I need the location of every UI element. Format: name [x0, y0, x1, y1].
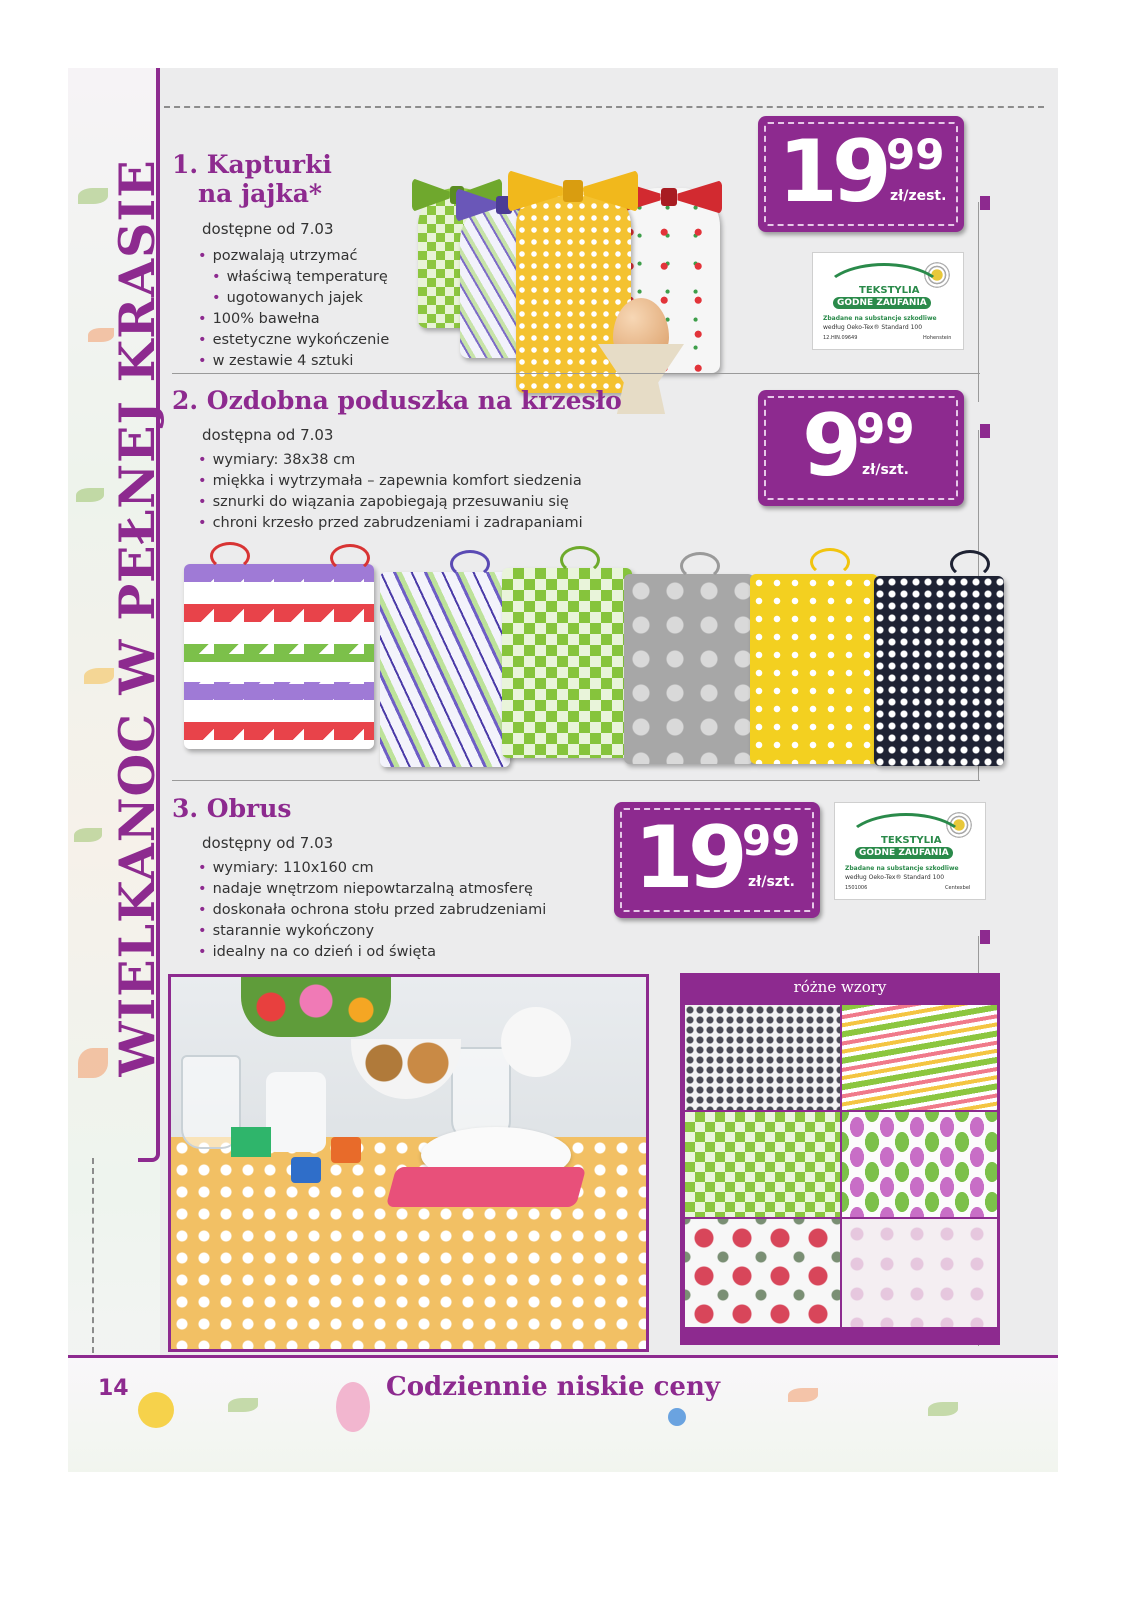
- feature-item: • w zestawie 4 sztuki: [198, 351, 389, 372]
- bread-bowl: [351, 1039, 461, 1099]
- variants-title: różne wzory: [793, 978, 887, 996]
- feature-item: • doskonała ochrona stołu przed zabrudzeniami: [198, 900, 546, 921]
- leaf-decoration: [76, 488, 104, 502]
- cert-line1: TEKSTYLIA: [881, 835, 942, 846]
- dashed-divider: [92, 1158, 94, 1353]
- price-decimal: 99: [742, 816, 801, 865]
- cushion-yellow-dots: [750, 574, 878, 764]
- divider-line: [172, 780, 980, 781]
- cert-institute: Centexbel: [945, 885, 971, 891]
- leaf-decoration: [228, 1398, 258, 1412]
- cert-institute: Hohenstein: [923, 335, 952, 341]
- feature-item: • wymiary: 110x160 cm: [198, 858, 546, 879]
- accent-square: [980, 424, 990, 438]
- price-unit: zł/szt.: [862, 462, 909, 478]
- pink-napkin: [386, 1167, 587, 1207]
- divider-line: [978, 202, 981, 402]
- oeko-tex-certificate: [834, 802, 986, 900]
- product-1-title-line2: na jajka*: [198, 179, 322, 208]
- candle: [291, 1157, 321, 1183]
- variant-swatch-grey-leaves: [685, 1005, 840, 1110]
- place-card: [231, 1127, 271, 1157]
- cushion-grey-roses: [624, 574, 754, 764]
- page-footer: [68, 1355, 1058, 1472]
- product-1-features: [198, 246, 389, 372]
- footer-slogan: Codziennie niskie ceny: [386, 1372, 720, 1402]
- divider-line: [172, 373, 980, 374]
- product-2-features: [198, 450, 583, 534]
- feature-item-cont: właściwą temperaturę: [226, 269, 388, 285]
- dashed-divider: [164, 106, 1044, 108]
- cushion-green-check: [502, 568, 632, 758]
- feature-item: [198, 267, 389, 288]
- product-3-features: [198, 858, 546, 963]
- flower-bouquet: [241, 977, 391, 1037]
- pitcher: [266, 1072, 326, 1152]
- page-number: 14: [98, 1376, 129, 1401]
- product-2-availability: dostępna od 7.03: [202, 426, 334, 444]
- cert-line3: Zbadane na substancje szkodliwe: [845, 865, 959, 872]
- flyer-page: [68, 68, 1058, 1472]
- leaf-decoration: [788, 1388, 818, 1402]
- feature-item: [198, 288, 389, 309]
- bird-icon: [336, 1382, 370, 1432]
- accent-square: [980, 930, 990, 944]
- bow-yellow: [508, 170, 638, 212]
- tie-red: [210, 542, 250, 570]
- feature-item: • estetyczne wykończenie: [198, 330, 389, 351]
- feature-item-cont: ugotowanych jajek: [226, 290, 363, 306]
- tablecloth-table-photo: [168, 974, 649, 1352]
- tie-grey: [680, 552, 720, 580]
- feature-item: • starannie wykończony: [198, 921, 546, 942]
- feature-item: • chroni krzesło przed zabrudzeniami i zadrapaniami: [198, 513, 583, 534]
- feature-item: • miękka i wytrzymała – zapewnia komfort siedzenia: [198, 471, 583, 492]
- cushion-navy-pattern: [874, 576, 1004, 766]
- chair-cushions-photo: [180, 528, 1010, 778]
- accent-square: [980, 196, 990, 210]
- price-main: 19: [778, 122, 886, 222]
- product-1-availability: dostępne od 7.03: [202, 220, 334, 238]
- product-3-title: 3. Obrus: [172, 794, 292, 823]
- price-unit: zł/zest.: [890, 188, 947, 204]
- price-decimal: 99: [886, 130, 945, 179]
- price-tag-product-1: [758, 116, 964, 232]
- teapot: [501, 1007, 571, 1077]
- feature-item: • nadaje wnętrzom niepowtarzalną atmosferę: [198, 879, 546, 900]
- tie-red: [330, 544, 370, 572]
- tie-purple: [450, 550, 490, 578]
- cert-line3: Zbadane na substancje szkodliwe: [823, 315, 937, 322]
- product-1-title: [172, 150, 332, 208]
- feature-item: • sznurki do wiązania zapobiegają przesuwaniu się: [198, 492, 583, 513]
- cert-line2: GODNE ZAUFANIA: [833, 297, 931, 309]
- feature-item: • pozwalają utrzymać: [198, 246, 389, 267]
- product-3-availability: dostępny od 7.03: [202, 834, 334, 852]
- leaf-decoration: [928, 1402, 958, 1416]
- price-main: 19: [634, 808, 742, 908]
- side-banner-title: WIELKANOC W PEŁNEJ KRASIE: [108, 159, 166, 1077]
- egg-cozies-photo: [408, 118, 748, 423]
- feature-item: • 100% bawełna: [198, 309, 389, 330]
- cert-code: 12.HIN.09649: [823, 335, 858, 341]
- price-decimal: 99: [856, 404, 915, 453]
- variant-swatch-green-check: [685, 1112, 840, 1217]
- product-1-title-line1: 1. Kapturki: [172, 150, 332, 179]
- feature-item: • wymiary: 38x38 cm: [198, 450, 583, 471]
- cushion-zigzag: [184, 564, 374, 749]
- variant-swatch-stripes: [842, 1005, 997, 1110]
- tablecloth-variants: [680, 973, 1000, 1345]
- variant-swatch-pastel-floral: [842, 1219, 997, 1327]
- cert-line4: według Oeko-Tex® Standard 100: [845, 874, 945, 881]
- price-tag-product-2: [758, 390, 964, 506]
- variant-swatch-easter-eggs: [842, 1112, 997, 1217]
- product-2-title: 2. Ozdobna poduszka na krzesło: [172, 386, 622, 415]
- leaf-decoration: [78, 1048, 108, 1078]
- leaf-decoration: [78, 188, 108, 204]
- price-main: 9: [802, 396, 856, 496]
- cert-line4: według Oeko-Tex® Standard 100: [823, 324, 923, 331]
- tie-navy: [950, 550, 990, 578]
- variant-swatch-red-roses: [685, 1219, 840, 1327]
- cert-line1: TEKSTYLIA: [859, 285, 920, 296]
- leaf-decoration: [74, 828, 102, 842]
- cert-line2: GODNE ZAUFANIA: [855, 847, 953, 859]
- cushion-lavender: [380, 572, 510, 767]
- feature-item: • idealny na co dzień i od święta: [198, 942, 546, 963]
- flower-icon: [668, 1408, 686, 1426]
- candle: [331, 1137, 361, 1163]
- price-unit: zł/szt.: [748, 874, 795, 890]
- price-tag-product-3: [614, 802, 820, 918]
- tie-green: [560, 546, 600, 574]
- cert-code: 1501006: [845, 885, 868, 891]
- chick-icon: [138, 1392, 174, 1428]
- tie-yellow: [810, 548, 850, 576]
- oeko-tex-certificate: [812, 252, 964, 350]
